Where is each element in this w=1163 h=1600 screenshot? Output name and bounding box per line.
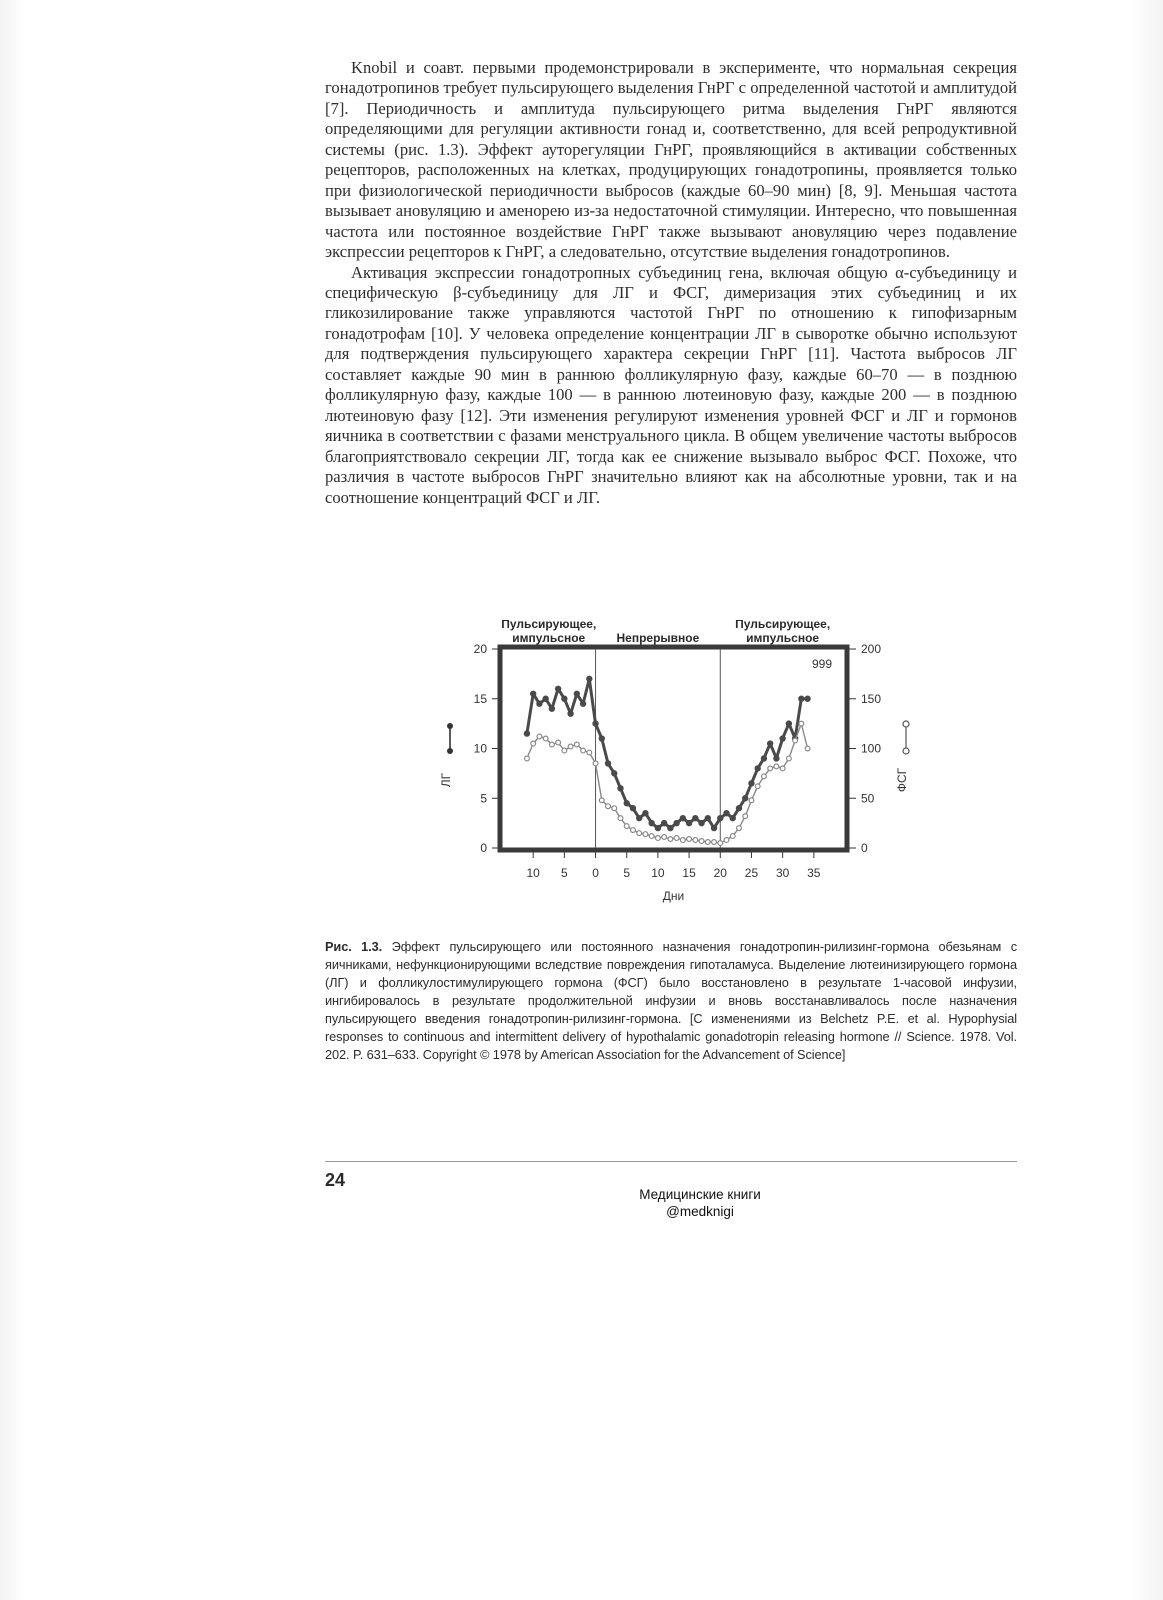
chart-annotation: 999: [811, 657, 833, 671]
x-axis-tick-label: 0: [592, 866, 599, 880]
page-number: 24: [325, 1170, 346, 1190]
right-axis-tick-label: 100: [861, 741, 882, 756]
fsh-legend-marker-bottom: [903, 748, 909, 754]
lh-data-point: [605, 761, 610, 766]
fsh-data-point: [687, 837, 692, 842]
left-axis-tick-label: 15: [473, 691, 487, 706]
lh-data-point: [724, 811, 729, 816]
right-axis-tick-label: 50: [861, 791, 875, 806]
lh-data-point: [699, 821, 704, 826]
lh-data-point: [524, 731, 529, 736]
lh-data-point: [686, 821, 691, 826]
caption-text: Эффект пульсирующего или постоянного назначения гонадотропин-рилизинг-гормона обезьянам с яичниками, нефункционирующими вследствие повреждения гипоталамуса. Выделение лютеинизирующего гормона (ЛГ) и фолликулостимулирующего гормона (ФСГ) было восстановлено в результате 1-часовой инфузии, ингибировалось в результате продолжительной инфузии и вновь восстанавливалось после назначения пульсирующего введения гонадотропин-рилизинг-гормона. [С изменениями из Belchetz P.E. et al. Hypophysial responses to continuous and intermittent delivery of hypothalamic gonadotropin releasing hormone // Science. 1978. Vol. 202. P. 631–633. Copyright © 1978 by American Association for the Advancement of Science]: [325, 939, 1017, 1062]
fsh-data-point: [537, 734, 542, 739]
phase-label-1-line-1: Пульсирующее,: [501, 620, 597, 631]
lh-data-point: [655, 826, 660, 831]
lh-legend-marker-bottom: [447, 748, 453, 754]
lh-data-point: [668, 826, 673, 831]
fsh-data-point: [637, 831, 642, 836]
lh-data-point: [761, 756, 766, 761]
lh-data-point: [780, 736, 785, 741]
fsh-data-point: [549, 742, 554, 747]
fsh-data-point: [724, 838, 729, 843]
right-axis-tick-label: 0: [861, 841, 868, 855]
lh-data-point: [768, 741, 773, 746]
fsh-data-point: [774, 764, 779, 769]
left-axis-tick-label: 5: [480, 791, 487, 806]
phase-label-3-line-1: Пульсирующее,: [735, 620, 831, 631]
x-axis: [527, 852, 821, 903]
x-axis-tick-label: 10: [526, 866, 540, 880]
lh-data-point: [693, 816, 698, 821]
fsh-data-point: [525, 756, 530, 761]
fsh-data-point: [793, 738, 798, 743]
lh-data-point: [630, 806, 635, 811]
fsh-data-point: [612, 806, 617, 811]
lh-data-point: [786, 721, 791, 726]
fsh-data-point: [618, 816, 623, 821]
lh-data-point: [637, 816, 642, 821]
fsh-data-point: [531, 741, 536, 746]
body-paragraph-1: Knobil и соавт. первыми продемонстрировали в эксперименте, что нормальная секреция гонадотропинов требует пульсирующего выделения ГнРГ с определенной частотой и амплитудой [7]. Периодичность и амплитуда пульсирующего ритма выделения ГнРГ являются определяющими для регуляции активности гонад и, соответственно, для всей репродуктивной системы (рис. 1.3). Эффект ауторегуляции ГнРГ, проявляющийся в активации собственных рецепторов, расположенных на клетках, продуцирующих гонадотропины, проявляется только при физиологической периодичности выбросов (каждые 60–90 мин) [8, 9]. Меньшая частота вызывает ановуляцию и аменорею из-за недостаточной стимуляции. Интересно, что повышенная частота или постоянное воздействие ГнРГ также вызывают ановуляцию через подавление экспрессии рецепторов к ГнРГ, а следовательно, отсутствие выделения гонадотропинов.: [325, 58, 1017, 262]
lh-data-point: [537, 701, 542, 706]
fsh-data-point: [587, 750, 592, 755]
fsh-data-point: [674, 836, 679, 841]
fsh-data-point: [768, 766, 773, 771]
lh-data-point: [649, 821, 654, 826]
lh-data-point: [680, 816, 685, 821]
fsh-data-point: [599, 798, 604, 803]
fsh-data-point: [699, 839, 704, 844]
fsh-data-point: [705, 840, 710, 845]
left-axis-tick-label: 0: [480, 841, 487, 855]
fsh-data-point: [574, 742, 579, 747]
fsh-data-point: [780, 766, 785, 771]
left-axis-label: ЛГ: [439, 772, 453, 788]
left-axis-tick-label: 10: [473, 741, 487, 756]
phase-label-3-line-2: импульсное: [746, 631, 820, 645]
x-axis-tick-label: 5: [623, 866, 631, 880]
lh-data-point: [705, 816, 710, 821]
x-axis-tick-label: 20: [713, 866, 727, 880]
fsh-legend-marker-top: [903, 721, 909, 727]
left-axis-tick-label: 20: [473, 642, 487, 656]
fsh-data-point: [680, 838, 685, 843]
fsh-data-point: [805, 746, 810, 751]
lh-data-point: [662, 821, 667, 826]
lh-legend-marker-top: [447, 723, 453, 729]
lh-data-point: [743, 796, 748, 801]
fsh-data-point: [593, 761, 598, 766]
fsh-data-point: [762, 774, 767, 779]
plot-frame: [500, 647, 847, 850]
fsh-data-point: [693, 838, 698, 843]
lh-data-point: [736, 806, 741, 811]
lh-data-point: [674, 821, 679, 826]
fsh-data-point: [749, 798, 754, 803]
fsh-data-point: [755, 784, 760, 789]
lh-data-point: [643, 811, 648, 816]
x-axis-tick-label: 15: [682, 866, 696, 880]
fsh-data-point: [631, 828, 636, 833]
x-axis-tick-label: 10: [651, 866, 665, 880]
lh-data-point: [593, 721, 598, 726]
fsh-data-point: [718, 841, 723, 846]
figure-caption: [325, 938, 1017, 1064]
x-axis-tick-label: 35: [807, 866, 821, 880]
fsh-data-point: [786, 756, 791, 761]
lh-data-point: [556, 686, 561, 691]
lh-data-point: [718, 816, 723, 821]
fsh-data-point: [656, 836, 661, 841]
lh-data-point: [549, 706, 554, 711]
right-axis-tick-label: 200: [861, 642, 882, 656]
watermark-line-1: Медицинские книги: [639, 1187, 761, 1202]
right-axis-tick-label: 150: [861, 691, 882, 706]
fsh-data-point: [799, 721, 804, 726]
watermark-line-2: @medknigi: [666, 1204, 734, 1219]
x-axis-tick-label: 30: [775, 866, 790, 880]
lh-data-point: [799, 696, 804, 701]
lh-data-point: [805, 696, 810, 701]
lh-data-point: [543, 696, 548, 701]
fsh-data-point: [668, 837, 673, 842]
x-axis-label: Дни: [662, 889, 685, 903]
fsh-data-point: [606, 804, 611, 809]
fsh-data-point: [730, 834, 735, 839]
x-axis-tick-label: 25: [744, 866, 759, 880]
fsh-data-point: [581, 748, 586, 753]
fsh-data-point: [643, 832, 648, 837]
left-axis: [439, 642, 498, 855]
phase-label-2-line-1: Непрерывное: [616, 631, 700, 645]
chart-svg: [430, 620, 930, 920]
phase-labels: [501, 620, 830, 645]
caption-label: Рис. 1.3.: [325, 939, 383, 954]
lh-data-point: [755, 766, 760, 771]
body-paragraph-2: Активация экспрессии гонадотропных субъединиц гена, включая общую α-субъединицу и специфическую β-субъединицу для ЛГ и ФСГ, димеризация этих субъединиц и их гликозилирование также управляются частотой ГнРГ по отношению к гипофизарным гонадотрофам [10]. У человека определение концентрации ЛГ в сыворотке обычно используют для подтверждения пульсирующего характера секреции ГнРГ [11]. Частота выбросов ЛГ составляет каждые 90 мин в раннюю фолликулярную фазу, каждые 60–70 — в позднюю фолликулярную фазу, каждые 100 — в раннюю лютеиновую фазу, каждые 200 — в позднюю лютеиновую фазу [12]. Эти изменения регулируют изменения уровней ФСГ и ЛГ и гормонов яичника в соответствии с фазами менструального цикла. В общем увеличение частоты выбросов благоприятствовало секреции ЛГ, тогда как ее снижение вызывало выброс ФСГ. Похоже, что различия в частоте выбросов ГнРГ значительно влияют как на абсолютные уровни, так и на соотношение концентраций ФСГ и ЛГ.: [325, 262, 1017, 507]
lh-data-point: [618, 786, 623, 791]
fsh-data-point: [562, 748, 567, 753]
lh-data-point: [531, 691, 536, 696]
lh-data-point: [711, 826, 716, 831]
body-text: [325, 58, 1017, 508]
fsh-data-point: [556, 740, 561, 745]
lh-data-point: [599, 736, 604, 741]
lh-data-point: [562, 696, 567, 701]
lh-data-point: [587, 676, 592, 681]
phase-label-1-line-2: импульсное: [512, 631, 586, 645]
lh-data-point: [574, 691, 579, 696]
fsh-data-point: [624, 824, 629, 829]
fsh-data-point: [649, 834, 654, 839]
lh-data-point: [749, 781, 754, 786]
lh-data-point: [612, 771, 617, 776]
right-axis-label: ФСГ: [895, 767, 909, 793]
fsh-data-point: [568, 744, 573, 749]
lh-data-point: [624, 801, 629, 806]
fsh-data-point: [662, 835, 667, 840]
fsh-data-point: [543, 736, 548, 741]
watermark: [600, 1186, 800, 1220]
lh-data-point: [580, 701, 585, 706]
fsh-data-point: [737, 826, 742, 831]
fsh-data-point: [743, 814, 748, 819]
lh-data-point: [730, 816, 735, 821]
figure-1-3: [430, 620, 930, 920]
lh-data-point: [568, 711, 573, 716]
footer-rule: [325, 1161, 1017, 1162]
right-axis: [849, 642, 909, 855]
fsh-data-point: [712, 840, 717, 845]
x-axis-tick-label: 5: [561, 866, 568, 880]
lh-data-point: [774, 756, 779, 761]
